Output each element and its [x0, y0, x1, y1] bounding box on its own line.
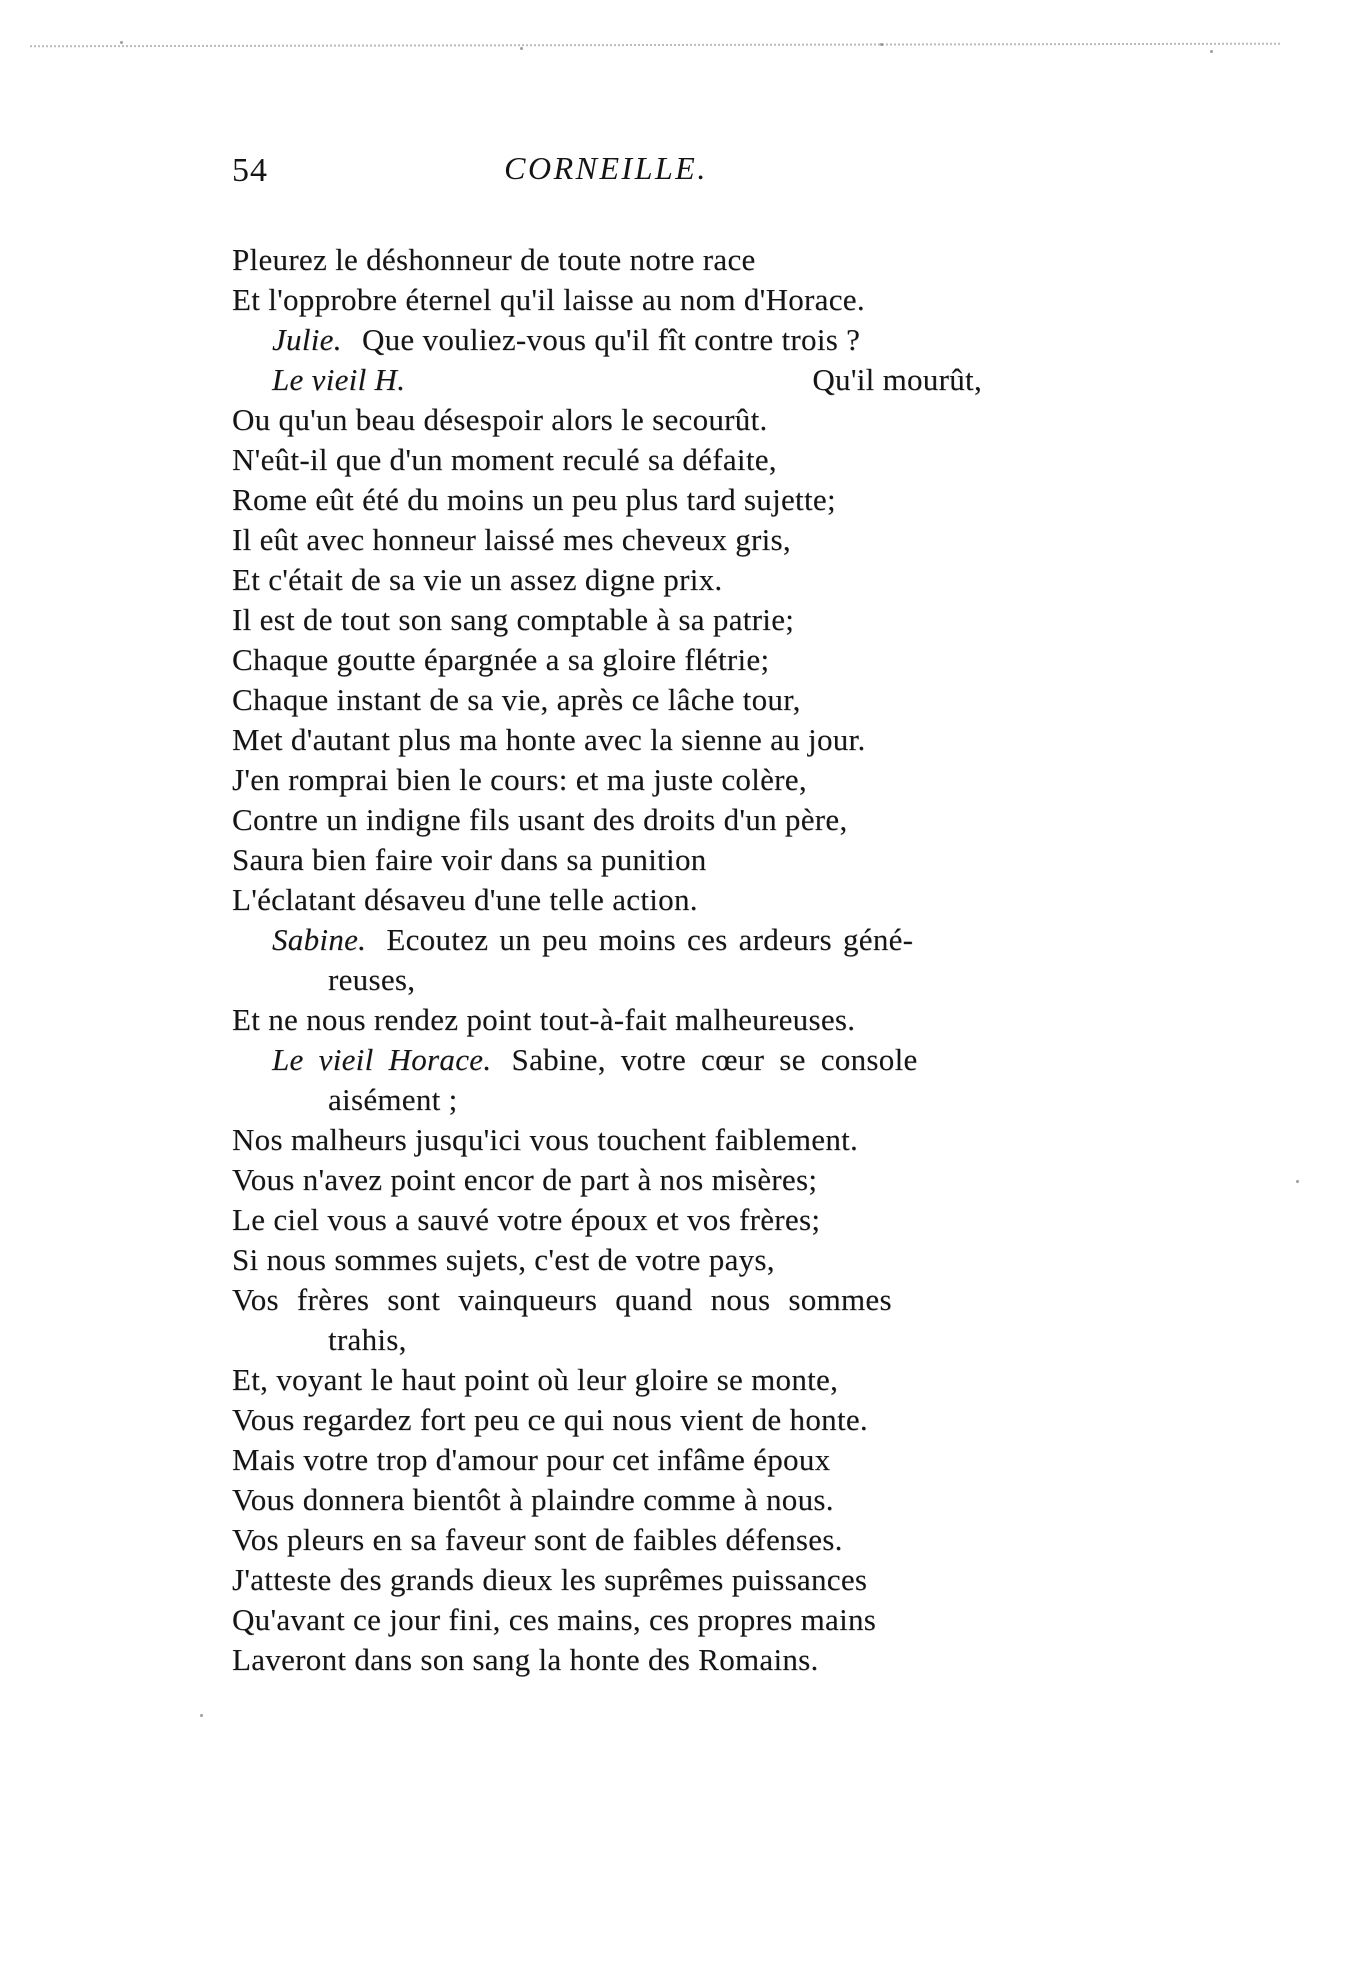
poem-line [232, 1080, 982, 1120]
verse-text: Vous regardez fort peu ce qui nous vient de honte. [232, 1402, 868, 1437]
poem-line [232, 880, 982, 920]
poem-line [232, 1200, 982, 1240]
poem-line [232, 560, 982, 600]
poem-line [232, 1240, 982, 1280]
verse-text: Il eût avec honneur laissé mes cheveux gris, [232, 522, 791, 557]
poem-line [232, 280, 982, 320]
verse-text: Met d'autant plus ma honte avec la sienne au jour. [232, 722, 866, 757]
verse-text: Et, voyant le haut point où leur gloire se monte, [232, 1362, 839, 1397]
verse-text-right: Qu'il mourût, [812, 362, 982, 397]
verse-text: Saura bien faire voir dans sa punition [232, 842, 707, 877]
poem-line [232, 920, 982, 960]
verse-text: N'eût-il que d'un moment reculé sa défaite, [232, 442, 777, 477]
verse-text: Ecoutez un peu moins ces ardeurs géné- [386, 922, 914, 957]
poem-line [232, 840, 982, 880]
verse-text: Rome eût été du moins un peu plus tard sujette; [232, 482, 836, 517]
poem-line [232, 1600, 982, 1640]
verse-text: Il est de tout son sang comptable à sa patrie; [232, 602, 795, 637]
poem-line [232, 1160, 982, 1200]
scan-speck [1296, 1180, 1299, 1183]
verse-text: Si nous sommes sujets, c'est de votre pays, [232, 1242, 775, 1277]
verse-text: Vous donnera bientôt à plaindre comme à nous. [232, 1482, 834, 1517]
poem-line [232, 1560, 982, 1600]
verse-text: Vos pleurs en sa faveur sont de faibles défenses. [232, 1522, 843, 1557]
poem-line [232, 1480, 982, 1520]
poem-line [232, 1280, 982, 1320]
verse-text: Qu'avant ce jour fini, ces mains, ces propres mains [232, 1602, 877, 1637]
poem-line [232, 680, 982, 720]
poem-line [232, 760, 982, 800]
speaker-name: Sabine. [272, 922, 367, 957]
poem-line [232, 480, 982, 520]
verse-text: trahis, [328, 1322, 407, 1357]
verse-text: Vos frères sont vainqueurs quand nous sommes [232, 1282, 892, 1317]
scan-speck [200, 1714, 203, 1717]
verse-text: Pleurez le déshonneur de toute notre race [232, 242, 756, 277]
scan-noise-line [30, 43, 1280, 48]
speaker-name: Julie. [272, 322, 342, 357]
poem-line [232, 1320, 982, 1360]
verse-text: J'en romprai bien le cours: et ma juste colère, [232, 762, 807, 797]
poem-line [232, 320, 982, 360]
poem-line [232, 440, 982, 480]
verse-text: aisément ; [328, 1082, 458, 1117]
verse-text: Nos malheurs jusqu'ici vous touchent faiblement. [232, 1122, 859, 1157]
page-header [232, 150, 980, 196]
verse-text: L'éclatant désaveu d'une telle action. [232, 882, 698, 917]
verse-text: J'atteste des grands dieux les suprêmes puissances [232, 1562, 868, 1597]
poem-line [232, 1640, 982, 1680]
verse-text: Le ciel vous a sauvé votre époux et vos frères; [232, 1202, 821, 1237]
poem-line [232, 1120, 982, 1160]
poem-line [232, 400, 982, 440]
speaker-name: Le vieil Horace. [272, 1042, 492, 1077]
poem-line [232, 240, 982, 280]
poem-line [232, 1000, 982, 1040]
verse-text: Ou qu'un beau désespoir alors le secourût. [232, 402, 768, 437]
scan-speck [880, 43, 883, 46]
verse-text: Chaque instant de sa vie, après ce lâche tour, [232, 682, 801, 717]
verse-text: Et ne nous rendez point tout-à-fait malheureuses. [232, 1002, 856, 1037]
scan-speck [1210, 50, 1213, 53]
poem-line [232, 640, 982, 680]
poem-line [232, 600, 982, 640]
poem-line [232, 520, 982, 560]
running-title: CORNEILLE. [504, 150, 708, 186]
poem-text [232, 240, 982, 1680]
verse-text: Contre un indigne fils usant des droits d'un père, [232, 802, 848, 837]
verse-text: Sabine, votre cœur se console [511, 1042, 918, 1077]
verse-text: Laveront dans son sang la honte des Romains. [232, 1642, 819, 1677]
poem-line [232, 960, 982, 1000]
speaker-name: Le vieil H. [272, 362, 406, 397]
poem-line [232, 1360, 982, 1400]
poem-line [232, 360, 982, 400]
scan-speck [120, 41, 123, 44]
verse-text: Et l'opprobre éternel qu'il laisse au nom d'Horace. [232, 282, 865, 317]
verse-text: Vous n'avez point encor de part à nos misères; [232, 1162, 818, 1197]
verse-text: Que vouliez-vous qu'il fît contre trois ? [361, 322, 861, 357]
poem-line [232, 1040, 982, 1080]
poem-line [232, 720, 982, 760]
verse-text: reuses, [328, 962, 416, 997]
poem-line [232, 800, 982, 840]
verse-text: Chaque goutte épargnée a sa gloire flétrie; [232, 642, 770, 677]
poem-line [232, 1440, 982, 1480]
scan-speck [520, 47, 523, 50]
verse-text: Et c'était de sa vie un assez digne prix. [232, 562, 723, 597]
poem-line [232, 1520, 982, 1560]
poem-line [232, 1400, 982, 1440]
page-number: 54 [232, 152, 268, 189]
verse-text: Mais votre trop d'amour pour cet infâme époux [232, 1442, 831, 1477]
